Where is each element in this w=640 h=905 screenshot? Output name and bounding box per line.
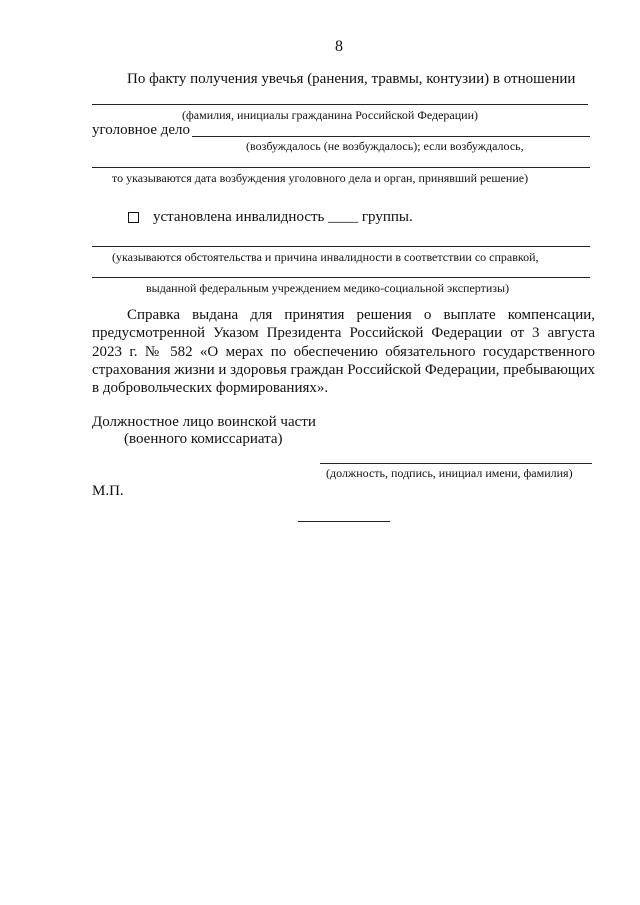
certificate-paragraph: Справка выдана для принятия решения о выплате компенсации, предусмотренной Указом Президента Российской Федерации от 3 августа 2023 г. № 582 «О мерах по обеспечению обязательного государственного страхования жизни и здоровья граждан Российской Федерации, пребывающих в добровольческих формированиях». bbox=[92, 307, 595, 397]
criminal-case-field-line[interactable] bbox=[192, 136, 590, 137]
criminal-case-label: уголовное дело bbox=[92, 122, 191, 138]
official-title: Должностное лицо воинской части bbox=[92, 414, 316, 430]
official-subtitle: (военного комиссариата) bbox=[124, 431, 283, 447]
disability-group-blank[interactable]: ____ bbox=[328, 209, 359, 225]
disability-checkbox[interactable] bbox=[128, 212, 139, 223]
signature-field-line[interactable] bbox=[320, 463, 592, 464]
disability-text-before: установлена инвалидность bbox=[153, 209, 325, 225]
end-divider bbox=[298, 521, 390, 522]
disability-statement bbox=[153, 209, 413, 226]
disability-reason-line[interactable] bbox=[92, 246, 590, 247]
criminal-case-status-caption: (возбуждалось (не возбуждалось); если возбуждалось, bbox=[246, 139, 524, 153]
fio-field-line[interactable] bbox=[92, 104, 588, 105]
criminal-case-details-line[interactable] bbox=[92, 167, 590, 168]
fio-caption: (фамилия, инициалы гражданина Российской Федерации) bbox=[182, 108, 479, 122]
disability-issuer-caption: выданной федеральным учреждением медико-социальной экспертизы) bbox=[146, 281, 510, 295]
signature-caption: (должность, подпись, инициал имени, фамилия) bbox=[326, 466, 573, 480]
disability-reason-caption: (указываются обстоятельства и причина инвалидности в соответствии со справкой, bbox=[112, 250, 539, 264]
disability-issuer-line[interactable] bbox=[92, 277, 590, 278]
intro-text: По факту получения увечья (ранения, травмы, контузии) в отношении bbox=[127, 71, 576, 87]
disability-text-after: группы. bbox=[361, 209, 413, 225]
stamp-place: М.П. bbox=[92, 483, 124, 499]
criminal-case-details-caption: то указываются дата возбуждения уголовного дела и орган, принявший решение) bbox=[112, 171, 529, 185]
page-number: 8 bbox=[335, 38, 343, 55]
